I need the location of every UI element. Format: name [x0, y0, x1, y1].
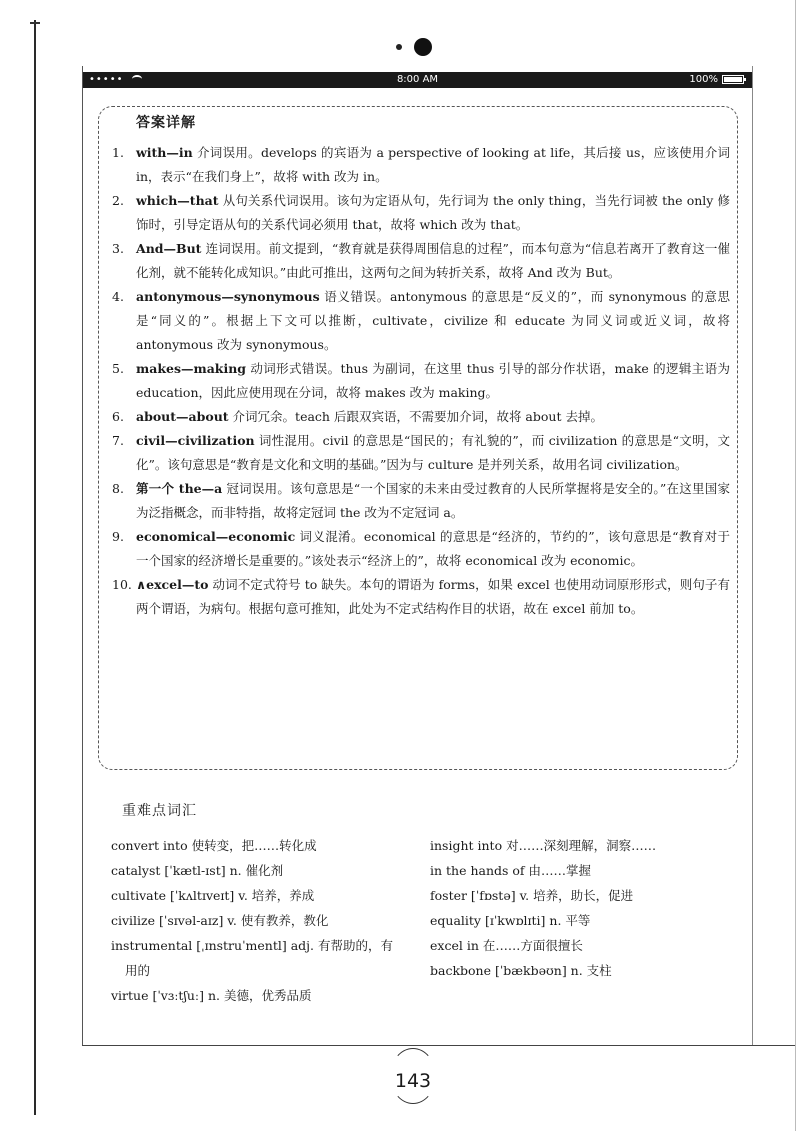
answer-number: 2. — [112, 193, 124, 208]
answer-number: 4. — [112, 289, 124, 304]
answer-item — [112, 477, 730, 525]
answers-title: 答案详解 — [136, 115, 196, 131]
answer-item — [112, 573, 730, 621]
answer-key: 第一个 the—a — [136, 481, 223, 496]
answer-text: 冠词误用。该句意思是“一个国家的未来由受过教育的人民所掌握将是安全的。”在这里国家为泛指概念，而非特指，故将定冠词 the 改为不定冠词 a。 — [136, 481, 730, 520]
battery-indicator — [689, 74, 744, 85]
vocab-item: in the hands of 由……掌握 — [430, 863, 592, 878]
answer-item — [112, 189, 730, 237]
answer-text: 词性混用。civil 的意思是“国民的；有礼貌的”，而 civilization 的意思是“文明，文化”。该句意思是“教育是文化和文明的基础。”因为与 culture 是并列关系，故用名词 civilization。 — [136, 433, 730, 472]
answer-item — [112, 141, 730, 189]
vocab-item: foster [ˈfɒstə] v. 培养，助长，促进 — [430, 888, 634, 903]
vocab-list-right — [430, 833, 730, 983]
vocab-item-continuation: 用的 — [125, 963, 151, 978]
answer-key: economical—economic — [136, 529, 296, 544]
scan-edge-tick — [30, 22, 40, 24]
status-time: 8:00 AM — [396, 74, 439, 85]
answer-number: 1. — [112, 145, 124, 160]
answer-key: ∧excel—to — [136, 577, 209, 592]
answer-item — [112, 525, 730, 573]
vocab-item-text: instrumental [ˌɪnstruˈmentl] adj. 有帮助的，有 — [111, 938, 393, 953]
answer-text: 从句关系代词误用。该句为定语从句，先行词为 the only thing，当先行词被 the only 修饰时，引导定语从句的关系代词必须用 that，故将 which 改为 that。 — [136, 193, 730, 232]
vocab-item: convert into 使转变，把……转化成 — [111, 838, 317, 853]
answer-text: 介词冗余。teach 后跟双宾语，不需要加介词，故将 about 去掉。 — [228, 409, 603, 424]
page-number: 143 — [394, 1070, 432, 1092]
answer-number: 10. — [112, 577, 132, 592]
answer-number: 3. — [112, 241, 124, 256]
vocab-item: backbone [ˈbækbəʊn] n. 支柱 — [430, 963, 612, 978]
answer-text: 动词形式错误。thus 为副词，在这里 thus 引导的部分作状语，make 的逻辑主语为 education，因此应使用现在分词，故将 makes 改为 making。 — [136, 361, 730, 400]
signal-indicator: ••••• — [89, 74, 142, 85]
scan-edge-line-right — [795, 0, 796, 1131]
answer-item — [112, 357, 730, 405]
vocab-item: virtue [ˈvɜːtʃuː] n. 美德，优秀品质 — [111, 988, 312, 1003]
answer-number: 6. — [112, 409, 124, 424]
answer-text: 介词误用。develops 的宾语为 a perspective of looking at life，其后接 us，应该使用介词 in，表示“在我们身上”，故将 with 改为 in。 — [136, 145, 730, 184]
answer-item — [112, 405, 730, 429]
vocab-item: insight into 对……深刻理解，洞察…… — [430, 838, 657, 853]
vocab-title: 重难点词汇 — [122, 803, 197, 819]
answer-text: 词义混淆。economical 的意思是“经济的，节约的”，该句意思是“教育对于一个国家的经济增长是重要的。”该处表示“经济上的”，故将 economical 改为 economic。 — [136, 529, 730, 568]
vocab-item — [111, 933, 411, 983]
answer-key: with—in — [136, 145, 193, 160]
battery-icon — [722, 75, 744, 84]
camera-icon — [414, 38, 432, 56]
tablet-frame-bottom — [82, 1045, 795, 1046]
answer-text: 动词不定式符号 to 缺失。本句的谓语为 forms，如果 excel 也使用动词原形形式，则句子有两个谓语，为病句。根据句意可推知，此处为不定式结构作目的状语，故在 excel 前加 to。 — [136, 577, 730, 616]
answer-item — [112, 237, 730, 285]
vocab-item: equality [ɪˈkwɒlɪti] n. 平等 — [430, 913, 591, 928]
answer-key: makes—making — [136, 361, 247, 376]
answer-list — [112, 141, 730, 621]
answer-text: 语义错误。antonymous 的意思是“反义的”，而 synonymous 的意思是“同义的”。根据上下文可以推断，cultivate，civilize 和 educate 为同义词或近义词，故将 antonymous 改为 synonymous。 — [136, 289, 730, 352]
answer-key: which—that — [136, 193, 219, 208]
vocab-item: civilize [ˈsɪvəl-aɪz] v. 使有教养，教化 — [111, 913, 329, 928]
scan-edge-line — [34, 20, 36, 1115]
answer-number: 8. — [112, 481, 124, 496]
answer-key: antonymous—synonymous — [136, 289, 320, 304]
answer-text: 连词误用。前文提到，“教育就是获得周围信息的过程”，而本句意为“信息若离开了教育这一催化剂，就不能转化成知识。”由此可推出，这两句之间为转折关系，故将 And 改为 But。 — [136, 241, 730, 280]
vocab-list-left — [111, 833, 411, 1008]
vocab-item: catalyst [ˈkætl-ɪst] n. 催化剂 — [111, 863, 284, 878]
battery-percent: 100% — [689, 74, 718, 85]
answer-number: 9. — [112, 529, 124, 544]
answer-item — [112, 285, 730, 357]
vocab-item: cultivate [ˈkʌltɪveɪt] v. 培养，养成 — [111, 888, 315, 903]
answer-key: about—about — [136, 409, 229, 424]
answer-key: civil—civilization — [136, 433, 255, 448]
answer-item — [112, 429, 730, 477]
answer-number: 5. — [112, 361, 124, 376]
answer-key: And—But — [136, 241, 202, 256]
vocab-item: excel in 在……方面很擅长 — [430, 938, 583, 953]
sensor-icon — [396, 44, 402, 50]
answer-number: 7. — [112, 433, 124, 448]
status-bar — [83, 72, 752, 88]
